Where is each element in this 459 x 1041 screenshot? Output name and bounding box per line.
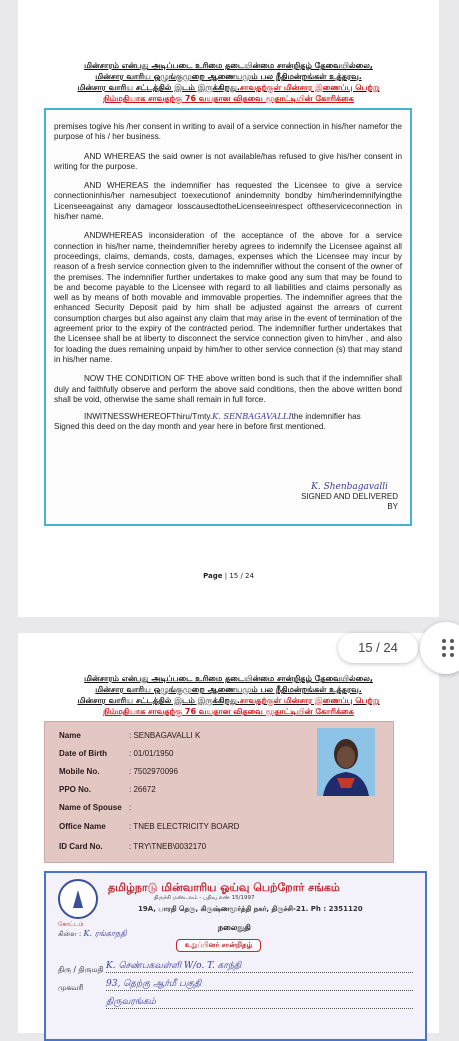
header-line-1: மின்சாரம் என்பது அடிப்படை உரிமை தடையின்மை சான்றிதழ் தேவையில்லை, <box>84 61 373 70</box>
member-name-label: திரு / திருமதி <box>58 965 104 974</box>
holder-photo <box>317 728 375 796</box>
witness-start: INWITNESSWHEREOFThiru/Tmty. <box>84 412 213 422</box>
id-row-spouse <box>59 803 131 812</box>
header-line-4: நிம்மதியாக சாவதற்கு 76 வயதான விதவை மூதாட்டியின் கோரிக்கை <box>103 94 354 103</box>
signed-delivered-label: SIGNED AND DELIVERED <box>301 492 398 501</box>
branch-tag <box>58 929 127 939</box>
id-value: : 26672 <box>129 785 156 794</box>
page-number-prefix: Page <box>203 572 223 580</box>
id-key: ID Card No. <box>59 842 103 851</box>
deed-paragraph-2: AND WHEREAS the said owner is not available/has refused to give his/her consent in writing for the purpose. <box>54 151 402 171</box>
id-key: Name <box>59 731 81 740</box>
id-key: Name of Spouse <box>59 803 122 812</box>
id-value: : 01/01/1950 <box>129 749 174 758</box>
branch-value: K. ரங்காநதி <box>83 929 127 938</box>
page-header-2 <box>18 673 439 717</box>
id-key: Mobile No. <box>59 767 100 776</box>
member-address-line-1: 93, தெற்கு ஆர்மீ பகுதி <box>106 979 413 991</box>
id-key: Office Name <box>59 822 106 831</box>
header2-line-2: மின்சார வாரிய ஒழுங்குமுறை ஆணையமும் பல நீதிமன்றங்கள் உத்தரவு. <box>95 685 362 694</box>
division-tag: கோட்டம் <box>58 921 84 928</box>
signature-block <box>301 482 398 512</box>
deed-paragraph-1: premises togive his /her consent in writing to avail of a service connection in his/her namefor the purpose of his / her business. <box>54 122 402 142</box>
header2-line-3-red: சாவதற்குள் மின்சார இணைப்பு பெற்று <box>239 696 380 705</box>
association-address: 19A, பாரதி தெரு, கிருஷ்ணமூர்த்தி நகர், திருச்சி-21. Ph : 2351120 <box>138 905 363 913</box>
member-address-line-2: திருவரங்கம் <box>106 997 413 1009</box>
id-key: PPO No. <box>59 785 92 794</box>
id-row-mobile <box>59 767 178 776</box>
id-key: Date of Birth <box>59 749 107 758</box>
association-logo-icon <box>58 879 98 919</box>
branch-label: கிளை : <box>58 930 82 938</box>
id-row-name <box>59 731 200 740</box>
id-value: : <box>129 803 132 812</box>
welfare-label: நலைநுதி <box>218 923 251 932</box>
header-line-2: மின்சார வாரிய ஒழுங்குமுறை ஆணையமும் பல நீதிமன்றங்கள் உத்தரவு. <box>95 72 362 81</box>
indemnity-deed-scan <box>44 108 412 526</box>
member-name-value: K. செண்பகவள்ளி W/o. T. காந்தி <box>106 961 413 973</box>
document-page-15 <box>18 0 439 617</box>
id-row-dob <box>59 749 173 758</box>
deed-witness-line <box>54 411 402 422</box>
id-value: : TNEB ELECTRICITY BOARD <box>129 822 240 831</box>
page-number: Page | 15 / 24 <box>203 572 254 580</box>
id-value: : 7502970096 <box>129 767 178 776</box>
witness-end: the indemnifier has <box>291 412 361 422</box>
association-subtitle: திருச்சி மண்டலம் - பதிவு எண் 15/1997 <box>154 895 255 901</box>
header-line-3-black: மின்சார வாரிய சட்டத்தில் இடம் இருக்கிறது. <box>77 83 240 92</box>
deed-paragraph-5: NOW THE CONDITION OF THE above written bond is such that if the indemnifier shall duly and faithfully observe and perform the above said conditions, then the above written bond shall be void, otherwise the same shall remain in full force. <box>54 374 402 404</box>
by-label: BY <box>387 502 398 511</box>
id-row-office <box>59 822 239 831</box>
id-row-ppo <box>59 785 156 794</box>
handwritten-signature: K. Shenbagavalli <box>311 482 388 492</box>
document-page-16 <box>18 633 439 1033</box>
page-indicator-badge: 15 / 24 <box>338 633 418 663</box>
portrait-image <box>317 728 375 796</box>
deed-signed-line: Signed this deed on the day month and year here in before first mentioned. <box>54 422 326 432</box>
header-line-3 <box>18 82 439 93</box>
deed-paragraph-3: AND WHEREAS the indemnifier has requested the Licensee to give a service connectioninhis/her namesubject toexecutionof anindemnity bondby him/herindemnifyingthe Licenseeagainst any damageor losscausedtotheLicenseeinrespect oftheserviceconnection in his/her name. <box>54 181 402 222</box>
id-value: : TRY\TNEB\0032170 <box>129 842 207 851</box>
header2-line-1: மின்சாரம் என்பது அடிப்படை உரிமை தடையின்மை சான்றிதழ் தேவையில்லை, <box>84 674 373 683</box>
membership-certificate-label: உறுப்பினர் சான்றிதழ் <box>176 939 261 952</box>
header2-line-3-black: மின்சார வாரிய சட்டத்தில் இடம் இருக்கிறது. <box>77 696 240 705</box>
page-number-value: 15 / 24 <box>229 572 254 580</box>
deed-paragraph-4: ANDWHEREAS inconsideration of the acceptance of the above for a service connection in his/her name, theindemnifier hereby agrees to indemnify the Licensee against all proceedings, claims, demands, costs, damages, expenses which the Licensee may incur by reason of a fresh service connection given to the indemnifier without the consent of the owner of the premises. The indemnifier further undertakes to make good any sum that may be found to be and become payable to the Licensee with regard to all liabilities and claims personally as well as by means of both movable and immovable properties. The indemnifier agrees that the enhanced Security Deposit paid by him shall be adjusted against the arrears of current consumption charges but also against any claim that may arise in the event of termination of the agreement prior to the expiry of the contracted period. The indemnifier further undertakes that the Licensee shall be at liberty to disconnect the service connection given to him/her , and also for loading the dues remaining unpaid by him/her to other service connection (s) that may stand in his/her name. <box>54 231 402 364</box>
association-title: தமிழ்நாடு மின்வாரிய ஓய்வு பெற்றோர் சங்கம் <box>108 881 340 894</box>
witness-name-handwritten: K. SENBAGAVALLI <box>212 411 292 422</box>
header-line-3-red: சாவதற்குள் மின்சார இணைப்பு பெற்று <box>239 83 380 92</box>
header2-line-3 <box>18 695 439 706</box>
header2-line-4: நிம்மதியாக சாவதற்கு 76 வயதான விதவை மூதாட்டியின் கோரிக்கை <box>103 707 354 716</box>
member-address-label: முகவரி <box>58 983 84 992</box>
id-row-card-no <box>59 842 206 851</box>
id-value: : SENBAGAVALLI K <box>129 731 201 740</box>
association-membership-card <box>44 871 427 1041</box>
pensioner-id-card <box>44 721 394 863</box>
page-header <box>18 60 439 104</box>
